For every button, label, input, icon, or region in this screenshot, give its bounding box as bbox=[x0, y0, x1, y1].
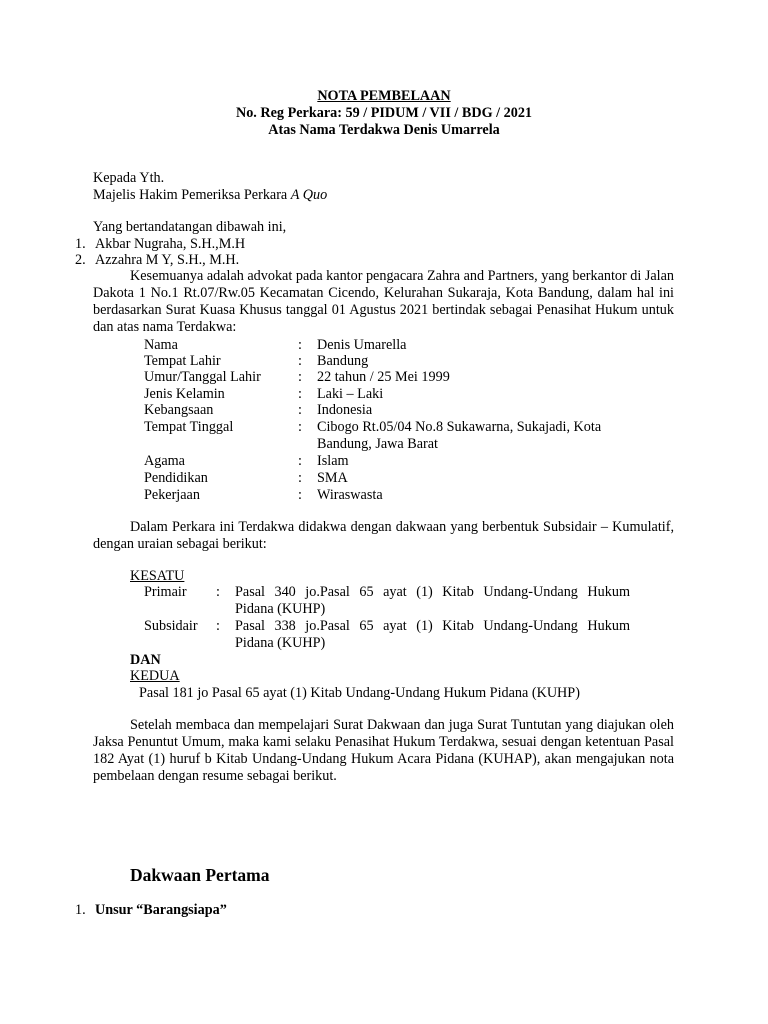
identity-value: Bandung bbox=[317, 353, 369, 369]
primair-text-continued: Pidana (KUHP) bbox=[235, 601, 326, 617]
identity-label: Agama bbox=[144, 453, 185, 469]
identity-colon: : bbox=[298, 353, 302, 369]
identity-label: Pendidikan bbox=[144, 470, 208, 486]
subsidair-label: Subsidair bbox=[144, 618, 198, 634]
primair-colon: : bbox=[216, 584, 220, 600]
document-title: NOTA PEMBELAAN bbox=[317, 88, 451, 104]
closing-paragraph bbox=[93, 717, 674, 785]
identity-colon: : bbox=[298, 402, 302, 418]
identity-value: Indonesia bbox=[317, 402, 373, 418]
identity-value-continued: Bandung, Jawa Barat bbox=[317, 436, 438, 452]
judge-italic: A Quo bbox=[290, 187, 328, 203]
case-number: No. Reg Perkara: 59 / PIDUM / VII / BDG / 2021 bbox=[235, 105, 533, 121]
charge-second-heading: KEDUA bbox=[130, 668, 180, 684]
subsidair-colon: : bbox=[216, 618, 220, 634]
charge-conjunction: DAN bbox=[130, 652, 161, 668]
section-item-text: Unsur “Barangsiapa” bbox=[95, 902, 227, 918]
intro-paragraph bbox=[93, 268, 674, 336]
identity-label: Tempat Tinggal bbox=[144, 419, 234, 435]
identity-colon: : bbox=[298, 337, 302, 353]
signer-number: 1. bbox=[75, 236, 86, 252]
charge-first-heading: KESATU bbox=[130, 568, 185, 584]
section-heading: Dakwaan Pertama bbox=[130, 865, 270, 885]
subsidair-text: Pasal 338 jo.Pasal 65 ayat (1) Kitab Undang-Undang Hukum bbox=[235, 618, 630, 634]
identity-label: Kebangsaan bbox=[144, 402, 214, 418]
signers-intro: Yang bertandatangan dibawah ini, bbox=[93, 219, 287, 235]
identity-value: Islam bbox=[317, 453, 349, 469]
identity-label: Pekerjaan bbox=[144, 487, 200, 503]
identity-value: Cibogo Rt.05/04 No.8 Sukawarna, Sukajadi, Kota bbox=[317, 419, 602, 435]
section-item-number: 1. bbox=[75, 902, 86, 918]
identity-colon: : bbox=[298, 487, 302, 503]
identity-label: Nama bbox=[144, 337, 178, 353]
signer-number: 2. bbox=[75, 252, 86, 268]
addressee-line: Kepada Yth. bbox=[93, 170, 165, 186]
charge-second-text: Pasal 181 jo Pasal 65 ayat (1) Kitab Undang-Undang Hukum Pidana (KUHP) bbox=[139, 685, 580, 701]
subsidair-text-continued: Pidana (KUHP) bbox=[235, 635, 326, 651]
identity-colon: : bbox=[298, 369, 302, 385]
identity-value: Denis Umarella bbox=[317, 337, 407, 353]
identity-label: Jenis Kelamin bbox=[144, 386, 225, 402]
identity-colon: : bbox=[298, 419, 302, 435]
closing-paragraph-text: Setelah membaca dan mempelajari Surat Dakwaan dan juga Surat Tuntutan yang diajukan oleh Jaksa Penuntut Umum, maka kami selaku Penasihat Hukum Terdakwa, sesuai dengan ketentuan Pasal 182 Ayat (1) huruf b Kitab Undang-Undang Hukum Acara Pidana (KUHAP), akan mengajukan nota pembelaan dengan resume sebagai berikut. bbox=[93, 717, 674, 784]
charge-paragraph bbox=[93, 519, 674, 553]
identity-value: Wiraswasta bbox=[317, 487, 383, 503]
defendant-name-heading: Atas Nama Terdakwa Denis Umarrela bbox=[268, 122, 500, 138]
identity-value: 22 tahun / 25 Mei 1999 bbox=[317, 369, 450, 385]
charge-paragraph-text: Dalam Perkara ini Terdakwa didakwa dengan dakwaan yang berbentuk Subsidair – Kumulatif, dengan uraian sebagai berikut: bbox=[93, 519, 674, 552]
judge-text: Majelis Hakim Pemeriksa Perkara bbox=[93, 187, 291, 203]
signer-name: Azzahra M Y, S.H., M.H. bbox=[95, 252, 240, 268]
addressee-judge bbox=[93, 187, 327, 204]
identity-value: SMA bbox=[317, 470, 348, 486]
signer-name: Akbar Nugraha, S.H.,M.H bbox=[95, 236, 246, 252]
intro-paragraph-text: Kesemuanya adalah advokat pada kantor pengacara Zahra and Partners, yang berkantor di Jalan Dakota 1 No.1 Rt.07/Rw.05 Kecamatan Cicendo, Kelurahan Sukaraja, Kota Bandung, dalam hal ini berdasarkan Surat Kuasa Khusus tanggal 01 Agustus 2021 bertindak sebagai Penasihat Hukum untuk dan atas nama Terdakwa: bbox=[93, 268, 675, 335]
identity-value: Laki – Laki bbox=[317, 386, 384, 402]
primair-text: Pasal 340 jo.Pasal 65 ayat (1) Kitab Undang-Undang Hukum bbox=[235, 584, 630, 600]
primair-label: Primair bbox=[144, 584, 187, 600]
identity-colon: : bbox=[298, 470, 302, 486]
identity-label: Umur/Tanggal Lahir bbox=[144, 369, 261, 385]
identity-colon: : bbox=[298, 386, 302, 402]
identity-label: Tempat Lahir bbox=[144, 353, 221, 369]
identity-colon: : bbox=[298, 453, 302, 469]
